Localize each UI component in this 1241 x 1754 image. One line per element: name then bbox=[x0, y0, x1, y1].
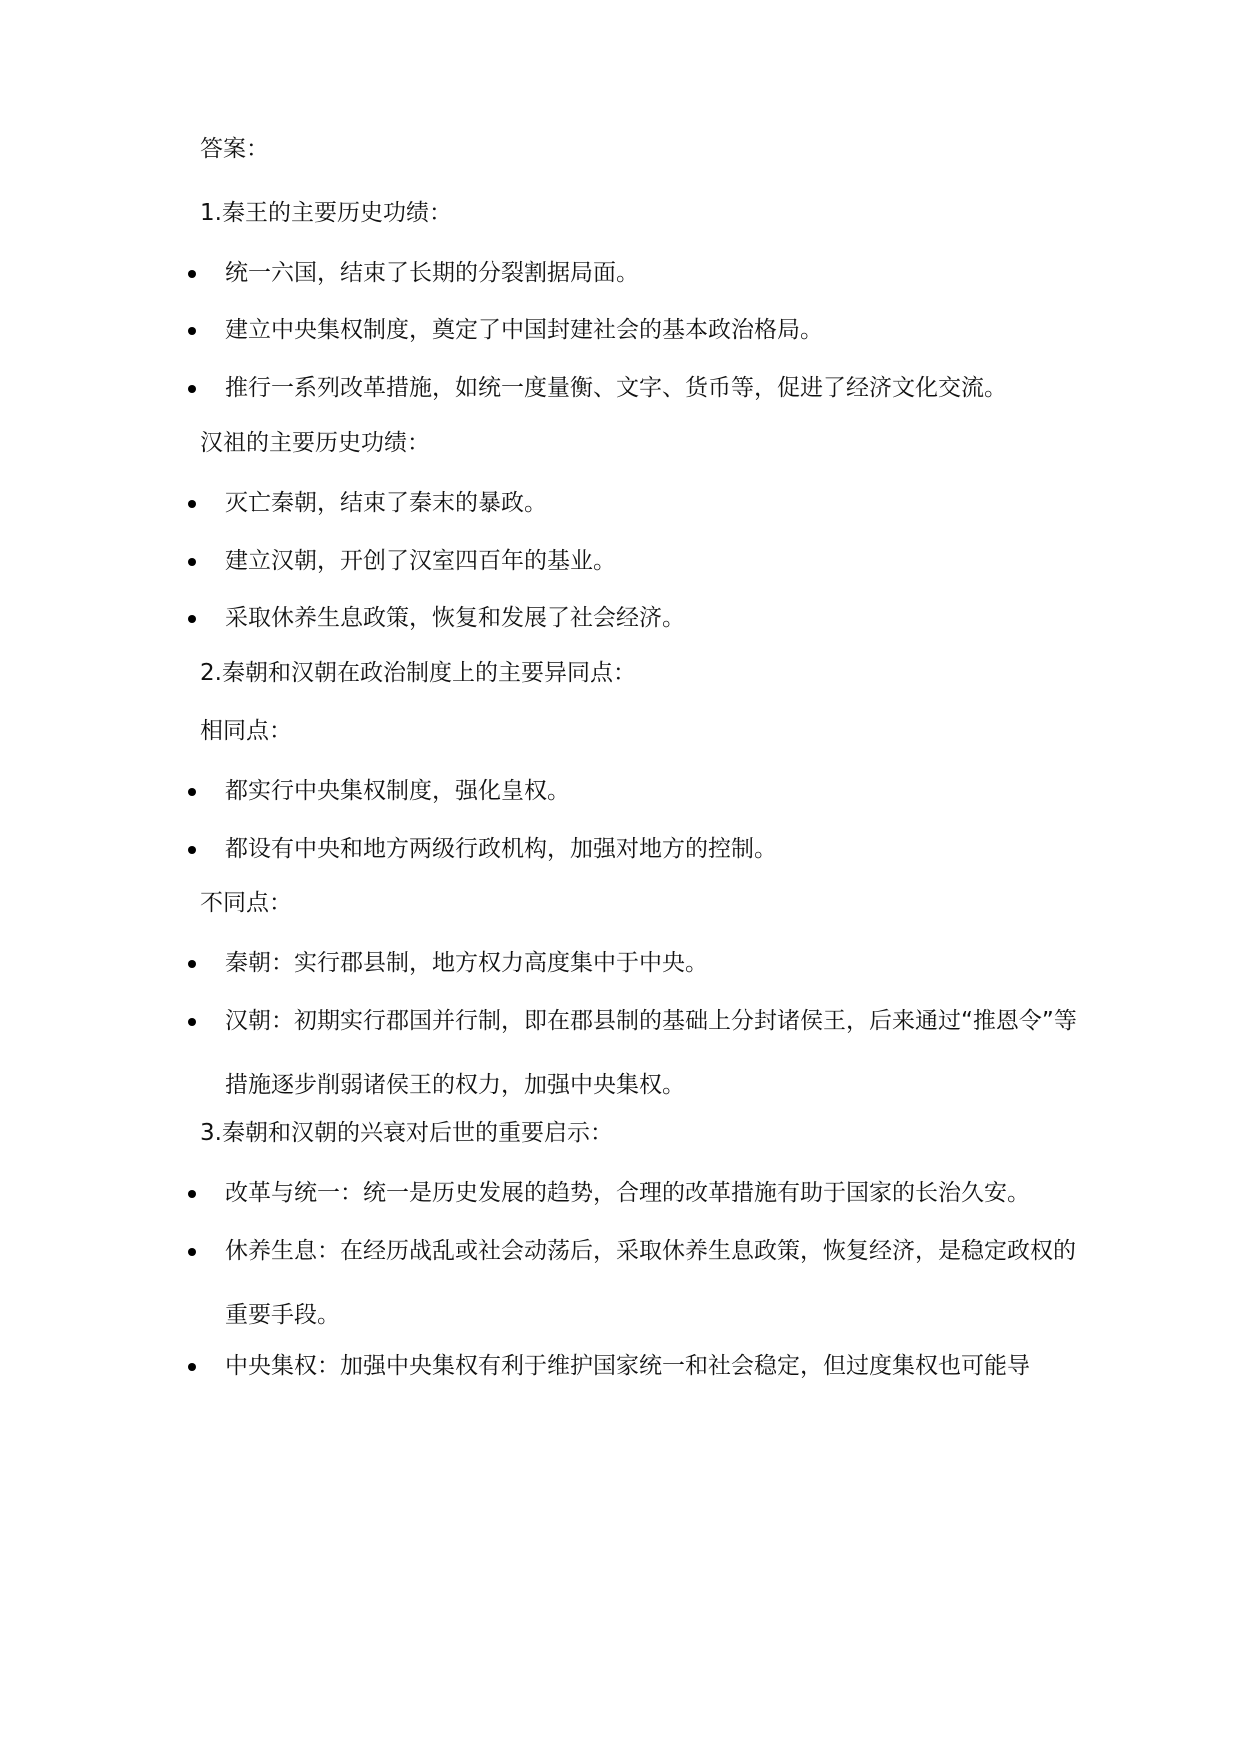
list-item-text: 汉朝：初期实行郡国并行制，即在郡县制的基础上分封诸侯王，后来通过“推恩令”等措施逐步削弱诸侯王的权力，加强中央集权。 bbox=[225, 1008, 1077, 1098]
list-item-text: 都设有中央和地方两级行政机构，加强对地方的控制。 bbox=[225, 836, 777, 862]
list-item-text: 建立中央集权制度，奠定了中国封建社会的基本政治格局。 bbox=[225, 317, 823, 343]
same-label: 相同点： bbox=[200, 718, 292, 744]
q1-title: 1.秦王的主要历史功绩： bbox=[200, 200, 452, 226]
bullet-icon bbox=[188, 788, 196, 796]
bullet-icon bbox=[188, 615, 196, 623]
bullet-icon bbox=[188, 1363, 196, 1371]
list-item-text: 秦朝：实行郡县制，地方权力高度集中于中央。 bbox=[225, 950, 708, 976]
answer-label: 答案： bbox=[200, 136, 269, 162]
list-item-text: 推行一系列改革措施，如统一度量衡、文字、货币等，促进了经济文化交流。 bbox=[225, 375, 1007, 401]
list-item-text: 中央集权：加强中央集权有利于维护国家统一和社会稳定，但过度集权也可能导 bbox=[225, 1353, 1030, 1379]
q3-title: 3.秦朝和汉朝的兴衰对后世的重要启示： bbox=[200, 1120, 613, 1146]
q2-title: 2.秦朝和汉朝在政治制度上的主要异同点： bbox=[200, 660, 636, 686]
bullet-icon bbox=[188, 327, 196, 335]
list-item-text: 建立汉朝，开创了汉室四百年的基业。 bbox=[225, 548, 616, 574]
list-item-text: 休养生息：在经历战乱或社会动荡后，采取休养生息政策，恢复经济，是稳定政权的重要手段。 bbox=[225, 1238, 1076, 1328]
bullet-icon bbox=[188, 1018, 196, 1026]
bullet-icon bbox=[188, 385, 196, 393]
list-item-text: 改革与统一：统一是历史发展的趋势，合理的改革措施有助于国家的长治久安。 bbox=[225, 1180, 1030, 1206]
list-item-text: 都实行中央集权制度，强化皇权。 bbox=[225, 778, 570, 804]
list-item-text: 采取休养生息政策，恢复和发展了社会经济。 bbox=[225, 605, 685, 631]
diff-label: 不同点： bbox=[200, 890, 292, 916]
list-item-text: 灭亡秦朝，结束了秦末的暴政。 bbox=[225, 490, 547, 516]
bullet-icon bbox=[188, 1248, 196, 1256]
list-item-text: 统一六国，结束了长期的分裂割据局面。 bbox=[225, 260, 639, 286]
bullet-icon bbox=[188, 500, 196, 508]
bullet-icon bbox=[188, 960, 196, 968]
bullet-icon bbox=[188, 558, 196, 566]
han-title: 汉祖的主要历史功绩： bbox=[200, 430, 430, 456]
bullet-icon bbox=[188, 1190, 196, 1198]
bullet-icon bbox=[188, 270, 196, 278]
bullet-icon bbox=[188, 846, 196, 854]
